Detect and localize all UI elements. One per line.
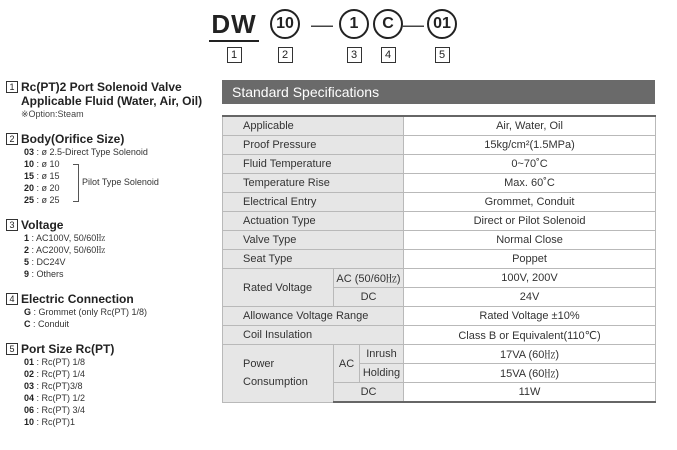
pilot-label: Pilot Type Solenoid bbox=[82, 177, 159, 187]
list-item: 2 : AC200V, 50/60㎐ bbox=[24, 245, 106, 255]
list-item: 06 : Rc(PT) 3/4 bbox=[24, 405, 86, 415]
table-row bbox=[223, 307, 656, 326]
spec-label: Actuation Type bbox=[223, 212, 404, 231]
code-voltage-circle: 1 bbox=[339, 9, 369, 39]
spec-value: 17VA (60㎐) bbox=[404, 345, 656, 364]
section-number-5: 5 bbox=[6, 343, 18, 355]
table-row bbox=[223, 174, 656, 193]
table-row bbox=[223, 269, 656, 288]
code-dash-2: — bbox=[402, 12, 424, 37]
table-row bbox=[223, 136, 656, 155]
spec-value: Air, Water, Oil bbox=[404, 116, 656, 136]
spec-label: Temperature Rise bbox=[223, 174, 404, 193]
section-title-4: Electric Connection bbox=[21, 292, 134, 306]
section-title-2: Body(Orifice Size) bbox=[21, 132, 125, 146]
spec-sublabel: DC bbox=[334, 288, 404, 307]
list-item: G : Grommet (only Rc(PT) 1/8) bbox=[24, 307, 148, 317]
list-item: 03 : ø 2.5-Direct Type Solenoid bbox=[24, 147, 148, 157]
model-code bbox=[0, 6, 677, 72]
spec-value: 15VA (60㎐) bbox=[404, 364, 656, 383]
list-item: 02 : Rc(PT) 1/4 bbox=[24, 369, 86, 379]
list-item: 01 : Rc(PT) 1/8 bbox=[24, 357, 86, 367]
section-number-3: 3 bbox=[6, 219, 18, 231]
section-number-2: 2 bbox=[6, 133, 18, 145]
spec-value: Class B or Equivalent(110℃) bbox=[404, 326, 656, 345]
list-item: C : Conduit bbox=[24, 319, 70, 329]
spec-sublabel: AC bbox=[334, 345, 360, 383]
spec-label bbox=[223, 345, 334, 403]
section-title-1: Rc(PT)2 Port Solenoid Valve bbox=[21, 80, 182, 94]
spec-value: 100V, 200V bbox=[404, 269, 656, 288]
option-note: ※Option:Steam bbox=[21, 109, 84, 119]
table-row bbox=[223, 212, 656, 231]
power-label-line2: Consumption bbox=[243, 376, 308, 389]
spec-label: Seat Type bbox=[223, 250, 404, 269]
list-item: 15 : ø 15 bbox=[24, 171, 60, 181]
list-item: 9 : Others bbox=[24, 269, 64, 279]
list-item: 10 : Rc(PT)1 bbox=[24, 417, 76, 427]
code-connection bbox=[371, 6, 405, 63]
section-subtitle-1: Applicable Fluid (Water, Air, Oil) bbox=[21, 94, 203, 108]
spec-sublabel: AC (50/60㎐) bbox=[334, 269, 404, 288]
list-item: 04 : Rc(PT) 1/2 bbox=[24, 393, 86, 403]
section-title-5: Port Size Rc(PT) bbox=[21, 342, 115, 356]
list-item: 1 : AC100V, 50/60㎐ bbox=[24, 233, 106, 243]
spec-label: Valve Type bbox=[223, 231, 404, 250]
spec-label: Applicable bbox=[223, 116, 404, 136]
spec-label: Proof Pressure bbox=[223, 136, 404, 155]
section-title-3: Voltage bbox=[21, 218, 64, 232]
list-item: 10 : ø 10 bbox=[24, 159, 60, 169]
table-row bbox=[223, 231, 656, 250]
spec-value: Grommet, Conduit bbox=[404, 193, 656, 212]
code-connection-circle: C bbox=[373, 9, 403, 39]
section-voltage bbox=[6, 218, 221, 280]
table-row bbox=[223, 116, 656, 136]
section-port-valve bbox=[6, 80, 221, 120]
code-port-circle: 01 bbox=[427, 9, 457, 39]
spec-value: Rated Voltage ±10% bbox=[404, 307, 656, 326]
table-row bbox=[223, 326, 656, 345]
code-port bbox=[425, 6, 459, 63]
spec-value: 15kg/cm²(1.5MPa) bbox=[404, 136, 656, 155]
code-prefix-text: DW bbox=[211, 9, 257, 39]
spec-label: Coil Insulation bbox=[223, 326, 404, 345]
power-label-line1: Power bbox=[243, 358, 275, 371]
spec-label: Rated Voltage bbox=[223, 269, 334, 307]
spec-label: Electrical Entry bbox=[223, 193, 404, 212]
spec-value: Direct or Pilot Solenoid bbox=[404, 212, 656, 231]
list-item: 03 : Rc(PT)3/8 bbox=[24, 381, 83, 391]
section-body bbox=[6, 132, 221, 206]
section-port-size bbox=[6, 342, 221, 428]
spec-sublabel: Inrush bbox=[360, 345, 404, 364]
spec-sublabel: DC bbox=[334, 383, 404, 403]
table-row bbox=[223, 345, 656, 364]
code-voltage bbox=[337, 6, 371, 63]
list-item: 25 : ø 25 bbox=[24, 195, 60, 205]
spec-sublabel: Holding bbox=[360, 364, 404, 383]
list-item: 5 : DC24V bbox=[24, 257, 66, 267]
pilot-bracket bbox=[73, 164, 79, 202]
code-index-2: 2 bbox=[278, 47, 293, 63]
section-electric-connection bbox=[6, 292, 221, 330]
code-orifice-circle: 10 bbox=[270, 9, 300, 39]
code-orifice bbox=[268, 6, 302, 63]
section-number-4: 4 bbox=[6, 293, 18, 305]
spec-title: Standard Specifications bbox=[222, 80, 655, 104]
table-row bbox=[223, 250, 656, 269]
code-index-5: 5 bbox=[435, 47, 450, 63]
code-dash-1: — bbox=[311, 12, 333, 37]
section-number-1: 1 bbox=[6, 81, 18, 93]
code-prefix bbox=[206, 6, 262, 63]
spec-value: Max. 60˚C bbox=[404, 174, 656, 193]
spec-value: 0~70˚C bbox=[404, 155, 656, 174]
spec-value: Poppet bbox=[404, 250, 656, 269]
spec-label: Allowance Voltage Range bbox=[223, 307, 404, 326]
spec-value: 24V bbox=[404, 288, 656, 307]
spec-value: Normal Close bbox=[404, 231, 656, 250]
table-row bbox=[223, 193, 656, 212]
list-item: 20 : ø 20 bbox=[24, 183, 60, 193]
code-index-4: 4 bbox=[381, 47, 396, 63]
table-row bbox=[223, 155, 656, 174]
ordering-legend bbox=[6, 80, 221, 440]
code-index-3: 3 bbox=[347, 47, 362, 63]
pilot-group bbox=[6, 158, 221, 206]
spec-value: 11W bbox=[404, 383, 656, 403]
spec-label: Fluid Temperature bbox=[223, 155, 404, 174]
spec-table bbox=[222, 115, 656, 403]
code-index-1: 1 bbox=[227, 47, 242, 63]
